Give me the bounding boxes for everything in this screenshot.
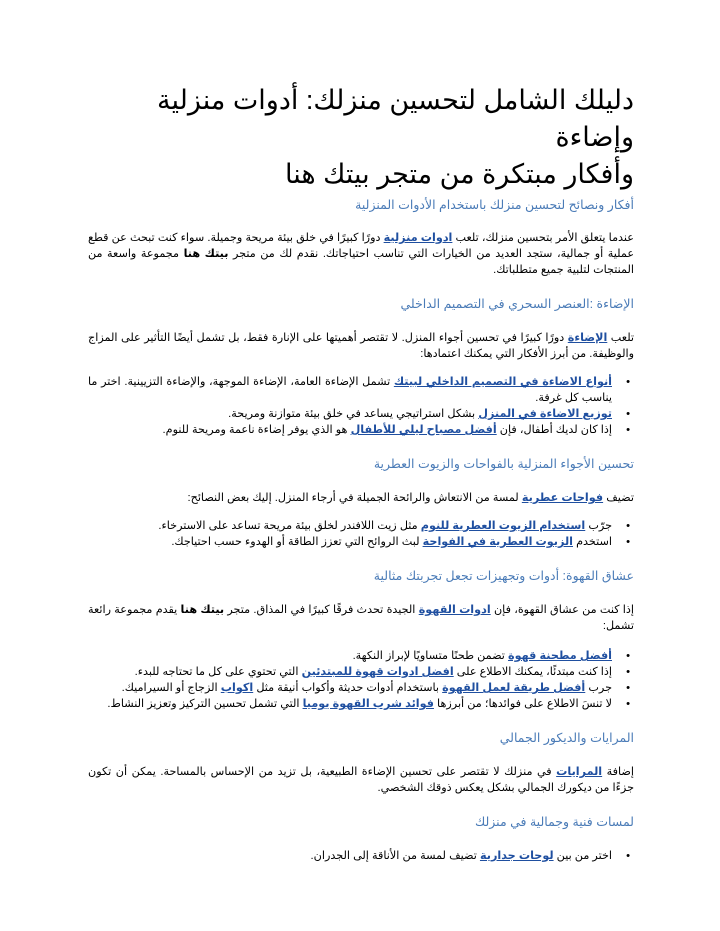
list-item [88,422,612,438]
link-best-method[interactable]: أفضل طريقة لعمل القهوة [442,682,586,694]
list-item-text: تشمل الإضاءة العامة، الإضاءة الموجهة، والإضاءة التزيينية. اختر ما يناسب كل غرفة. [88,376,612,404]
link-oils-diffuser[interactable]: الزيوت العطرية في الفواحة [422,536,573,548]
link-home-tools[interactable]: ادوات منزلية [383,232,453,244]
lighting-list [88,374,634,438]
intro-text-3: مجموعة واسعة من المنتجات لتلبية جميع متطلباتك. [88,248,634,276]
link-cups[interactable]: اكواب [220,682,254,694]
list-item-text: إذا كنت مبتدئًا، يمكنك الاطلاع على [453,666,612,678]
lighting-text-1: تلعب [607,332,635,344]
link-wall-art[interactable]: لوحات جدارية [479,850,554,862]
coffee-list [88,648,634,712]
intro-text-1: عندما يتعلق الأمر بتحسين منزلك، تلعب [452,232,634,244]
link-beginner-tools[interactable]: افضل ادوات قهوة للمبتدئين [301,666,454,678]
list-item [88,534,612,550]
scents-paragraph [88,490,634,506]
heading-mirrors: المرايات والديكور الجمالي [499,731,634,745]
link-mirrors[interactable]: المرايات [556,766,603,778]
heading-lighting: الإضاءة :العنصر السحري في التصميم الداخلي [400,297,634,311]
intro-paragraph [88,230,634,278]
list-item-text: تضيف لمسة من الأناقة إلى الجدران. [310,850,480,862]
scents-text-1: تضيف [603,492,634,504]
link-coffee-tools[interactable]: ادوات القهوة [418,604,491,616]
link-coffee-grinder[interactable]: أفضل مطحنة قهوة [508,650,612,662]
link-oils-sleep[interactable]: استخدام الزيوت العطرية للنوم [420,520,586,532]
mirrors-text-2: في منزلك لا تقتصر على تحسين الإضاءة الطبيعية، بل تزيد من الإحساس بالمساحة. يمكن أن تكون جزءًا من ديكورك الجمالي بشكل يعكس ذوقك الشخصي. [88,766,634,794]
store-name-bold: بيتك هنا [180,604,225,616]
list-item-text: إذا كان لديك أطفال، فإن [496,424,612,436]
subtitle: أفكار ونصائح لتحسين منزلك باستخدام الأدوات المنزلية [355,198,634,212]
title-line-1: دليلك الشامل لتحسين منزلك: أدوات منزلية وإضاءة [157,85,634,152]
list-item-text: هو الذي يوفر إضاءة ناعمة ومريحة للنوم. [162,424,351,436]
list-item-text: باستخدام أدوات حديثة وأكواب أنيقة مثل [253,682,443,694]
list-item-text: استخدم [573,536,612,548]
list-item-text: جرّب [585,520,612,532]
scents-text-2: لمسة من الانتعاش والرائحة الجميلة في أرجاء المنزل. إليك بعض النصائح: [187,492,522,504]
page-title [88,82,634,193]
link-lighting-distribution[interactable]: توزيع الاضاءة في المنزل [478,408,612,420]
intro-text-2: دورًا كبيرًا في خلق بيئة مريحة وجميلة. سواء كنت تبحث عن قطع عملية أو جمالية، ستجد العديد من الخيارات التي تناسب احتياجاتك. نقدم لك من متجر [88,232,634,260]
mirrors-paragraph [88,764,634,796]
scents-list [88,518,634,550]
heading-coffee: عشاق القهوة: أدوات وتجهيزات تجعل تجربتك مثالية [373,569,634,583]
list-item-text: تضمن طحنًا متساويًا لإبراز النكهة. [352,650,509,662]
list-item [88,406,612,422]
lighting-text-2: دورًا كبيرًا في تحسين أجواء المنزل. لا تقتصر أهميتها على الإنارة فقط، بل تشمل أيضًا التأثير على المزاج والوظيفة. من أبرز الأفكار التي يمكنك اعتمادها: [88,332,634,360]
title-line-2: وأفكار مبتكرة من متجر بيتك هنا [285,159,634,189]
art-list [88,848,634,864]
store-name-bold: بيتك هنا [183,248,229,260]
list-item-text: بشكل استراتيجي يساعد في خلق بيئة متوازنة ومريحة. [228,408,479,420]
document-page [88,82,634,864]
list-item-text: مثل زيت اللافندر لخلق بيئة مريحة تساعد على الاسترخاء. [158,520,421,532]
list-item-text: لا تنسَ الاطلاع على فوائدها؛ من أبرزها [433,698,612,710]
list-item [88,374,612,406]
list-item-text: اختر من بين [553,850,612,862]
link-night-lamp[interactable]: أفضل مصباح ليلي للأطفال [350,424,497,436]
list-item [88,518,612,534]
link-lighting-types[interactable]: أنواع الاضاءة في التصميم الداخلي لبيتك [393,376,612,388]
list-item [88,696,612,712]
list-item-text: لبث الروائح التي تعزز الطاقة أو الهدوء حسب احتياجك. [171,536,423,548]
list-item-text: جرب [585,682,612,694]
list-item [88,680,612,696]
list-item [88,648,612,664]
list-item-text: التي تحتوي على كل ما تحتاجه للبدء. [134,666,302,678]
list-item [88,848,612,864]
coffee-text-3: يقدم مجموعة رائعة تشمل: [88,604,634,632]
link-diffusers[interactable]: فواحات عطرية [521,492,604,504]
heading-art: لمسات فنية وجمالية في منزلك [474,815,634,829]
heading-scents: تحسين الأجواء المنزلية بالفواحات والزيوت العطرية [373,457,634,471]
coffee-text-1: إذا كنت من عشاق القهوة، فإن [490,604,635,616]
list-item-text: الزجاج أو السيراميك. [121,682,221,694]
lighting-paragraph [88,330,634,362]
link-coffee-benefits[interactable]: فوائد شرب القهوة يوميا [302,698,434,710]
coffee-paragraph [88,602,634,634]
list-item-text: التي تشمل تحسين التركيز وتعزيز النشاط. [107,698,303,710]
link-lighting[interactable]: الإضاءة [567,332,608,344]
coffee-text-2: الجيدة تحدث فرقًا كبيرًا في المذاق. متجر [224,604,419,616]
mirrors-text-1: إضافة [602,766,634,778]
list-item [88,664,612,680]
